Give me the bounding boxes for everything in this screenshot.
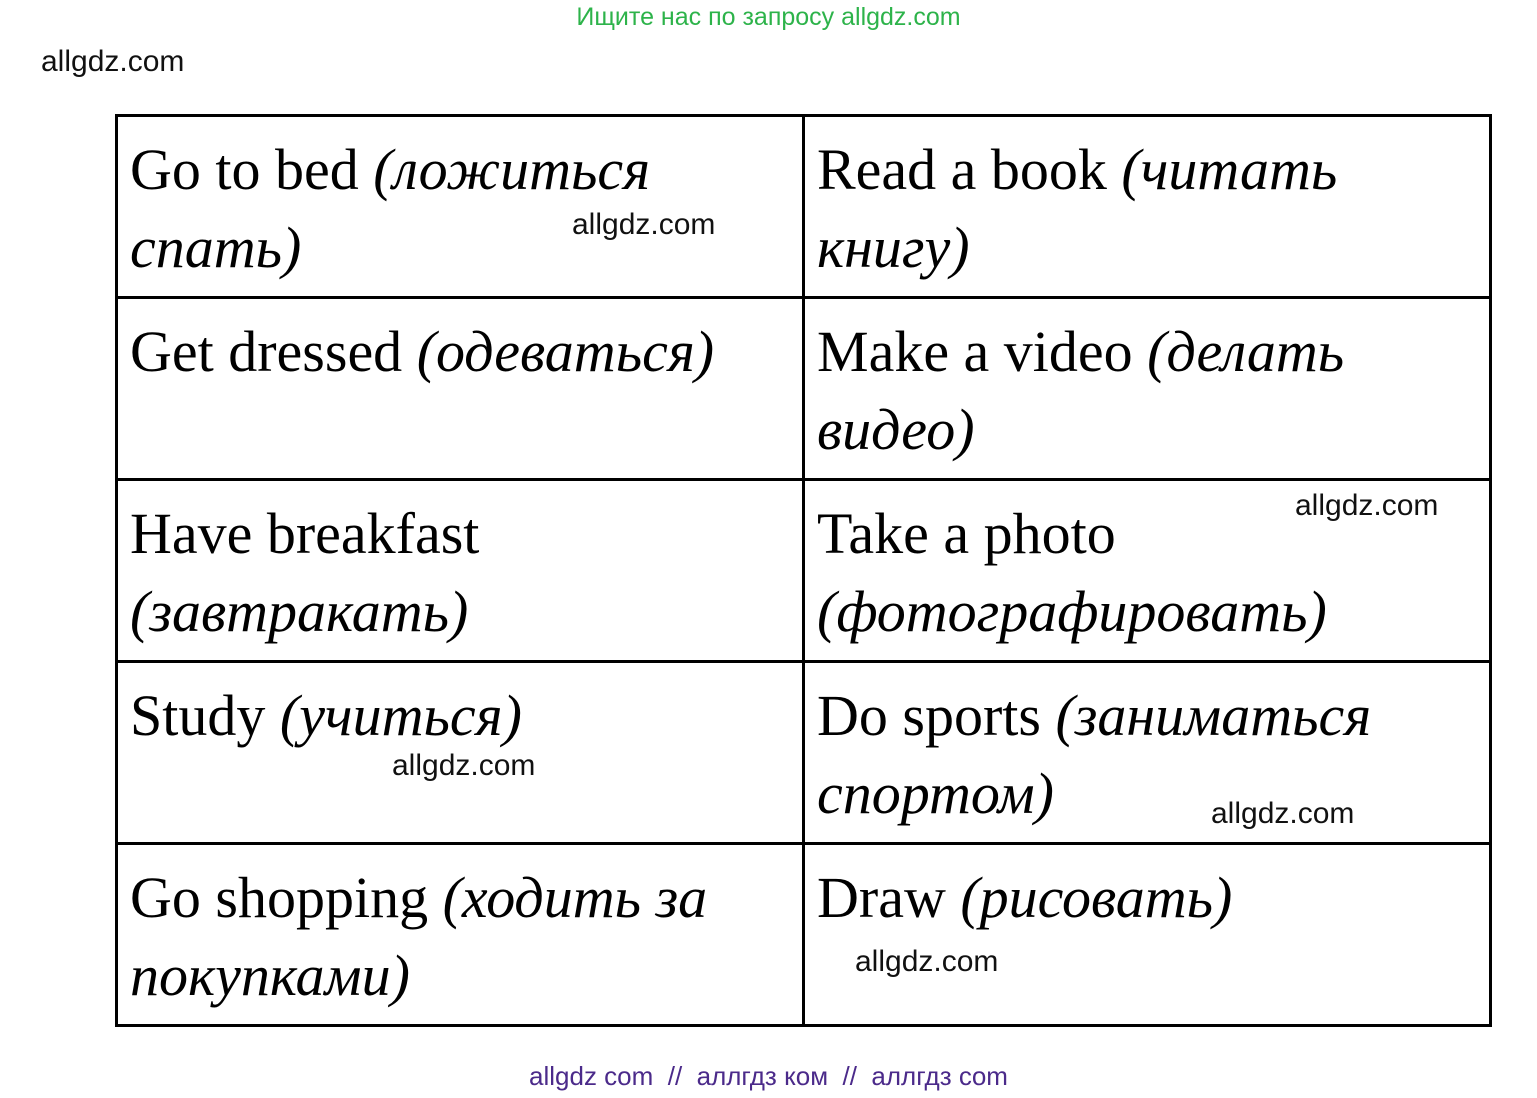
phrase <box>805 845 1489 937</box>
table-cell <box>117 480 804 662</box>
phrase-russian: (фотографировать) <box>817 579 1327 644</box>
table-cell <box>117 662 804 844</box>
phrase-russian: (учиться) <box>279 683 522 748</box>
phrase-english: Go to bed <box>130 137 359 202</box>
table-row <box>117 844 1491 1026</box>
phrase-english: Study <box>130 683 266 748</box>
phrase <box>805 117 1489 287</box>
phrase-russian: (читать книгу) <box>817 137 1338 280</box>
table-cell <box>804 662 1491 844</box>
cell-watermark: allgdz.com <box>572 208 716 241</box>
phrase <box>805 663 1489 833</box>
table-cell <box>804 480 1491 662</box>
phrase <box>118 845 802 1015</box>
phrase <box>118 299 802 391</box>
phrase-english: Have breakfast <box>130 501 480 566</box>
table-cell <box>804 298 1491 480</box>
table-row <box>117 116 1491 298</box>
phrase <box>118 663 802 755</box>
phrase <box>118 481 802 651</box>
phrase-russian: (завтракать) <box>130 579 469 644</box>
phrase-english: Go shopping <box>130 865 429 930</box>
table-row <box>117 480 1491 662</box>
table-row <box>117 298 1491 480</box>
table-cell <box>117 844 804 1026</box>
phrase-russian: (ложиться спать) <box>130 137 651 280</box>
cell-watermark: allgdz.com <box>855 945 999 978</box>
phrase-english: Read a book <box>817 137 1107 202</box>
phrase-english: Do sports <box>817 683 1041 748</box>
cell-watermark: allgdz.com <box>1295 489 1439 522</box>
table-cell <box>804 116 1491 298</box>
corner-watermark: allgdz.com <box>41 45 185 78</box>
top-banner: Ищите нас по запросу allgdz.com <box>576 3 961 31</box>
phrase-russian: (ходить за покупками) <box>130 865 708 1008</box>
phrase-english: Make a video <box>817 319 1133 384</box>
vocabulary-table <box>115 114 1492 1027</box>
phrase-english: Take a photo <box>817 501 1116 566</box>
phrase <box>805 299 1489 469</box>
table-row <box>117 662 1491 844</box>
cell-watermark: allgdz.com <box>1211 797 1355 830</box>
phrase-english: Get dressed <box>130 319 403 384</box>
phrase-english: Draw <box>817 865 946 930</box>
phrase <box>118 117 802 287</box>
cell-watermark: allgdz.com <box>392 749 536 782</box>
table-cell <box>804 844 1491 1026</box>
phrase-russian: (рисовать) <box>960 865 1233 930</box>
table-cell <box>117 116 804 298</box>
footer-watermark: allgdz com // аллгдз ком // аллгдз com <box>529 1061 1008 1091</box>
table-cell <box>117 298 804 480</box>
phrase-russian: (одеваться) <box>416 319 715 384</box>
phrase-russian: (делать видео) <box>817 319 1345 462</box>
phrase-russian: (заниматься спортом) <box>817 683 1372 826</box>
